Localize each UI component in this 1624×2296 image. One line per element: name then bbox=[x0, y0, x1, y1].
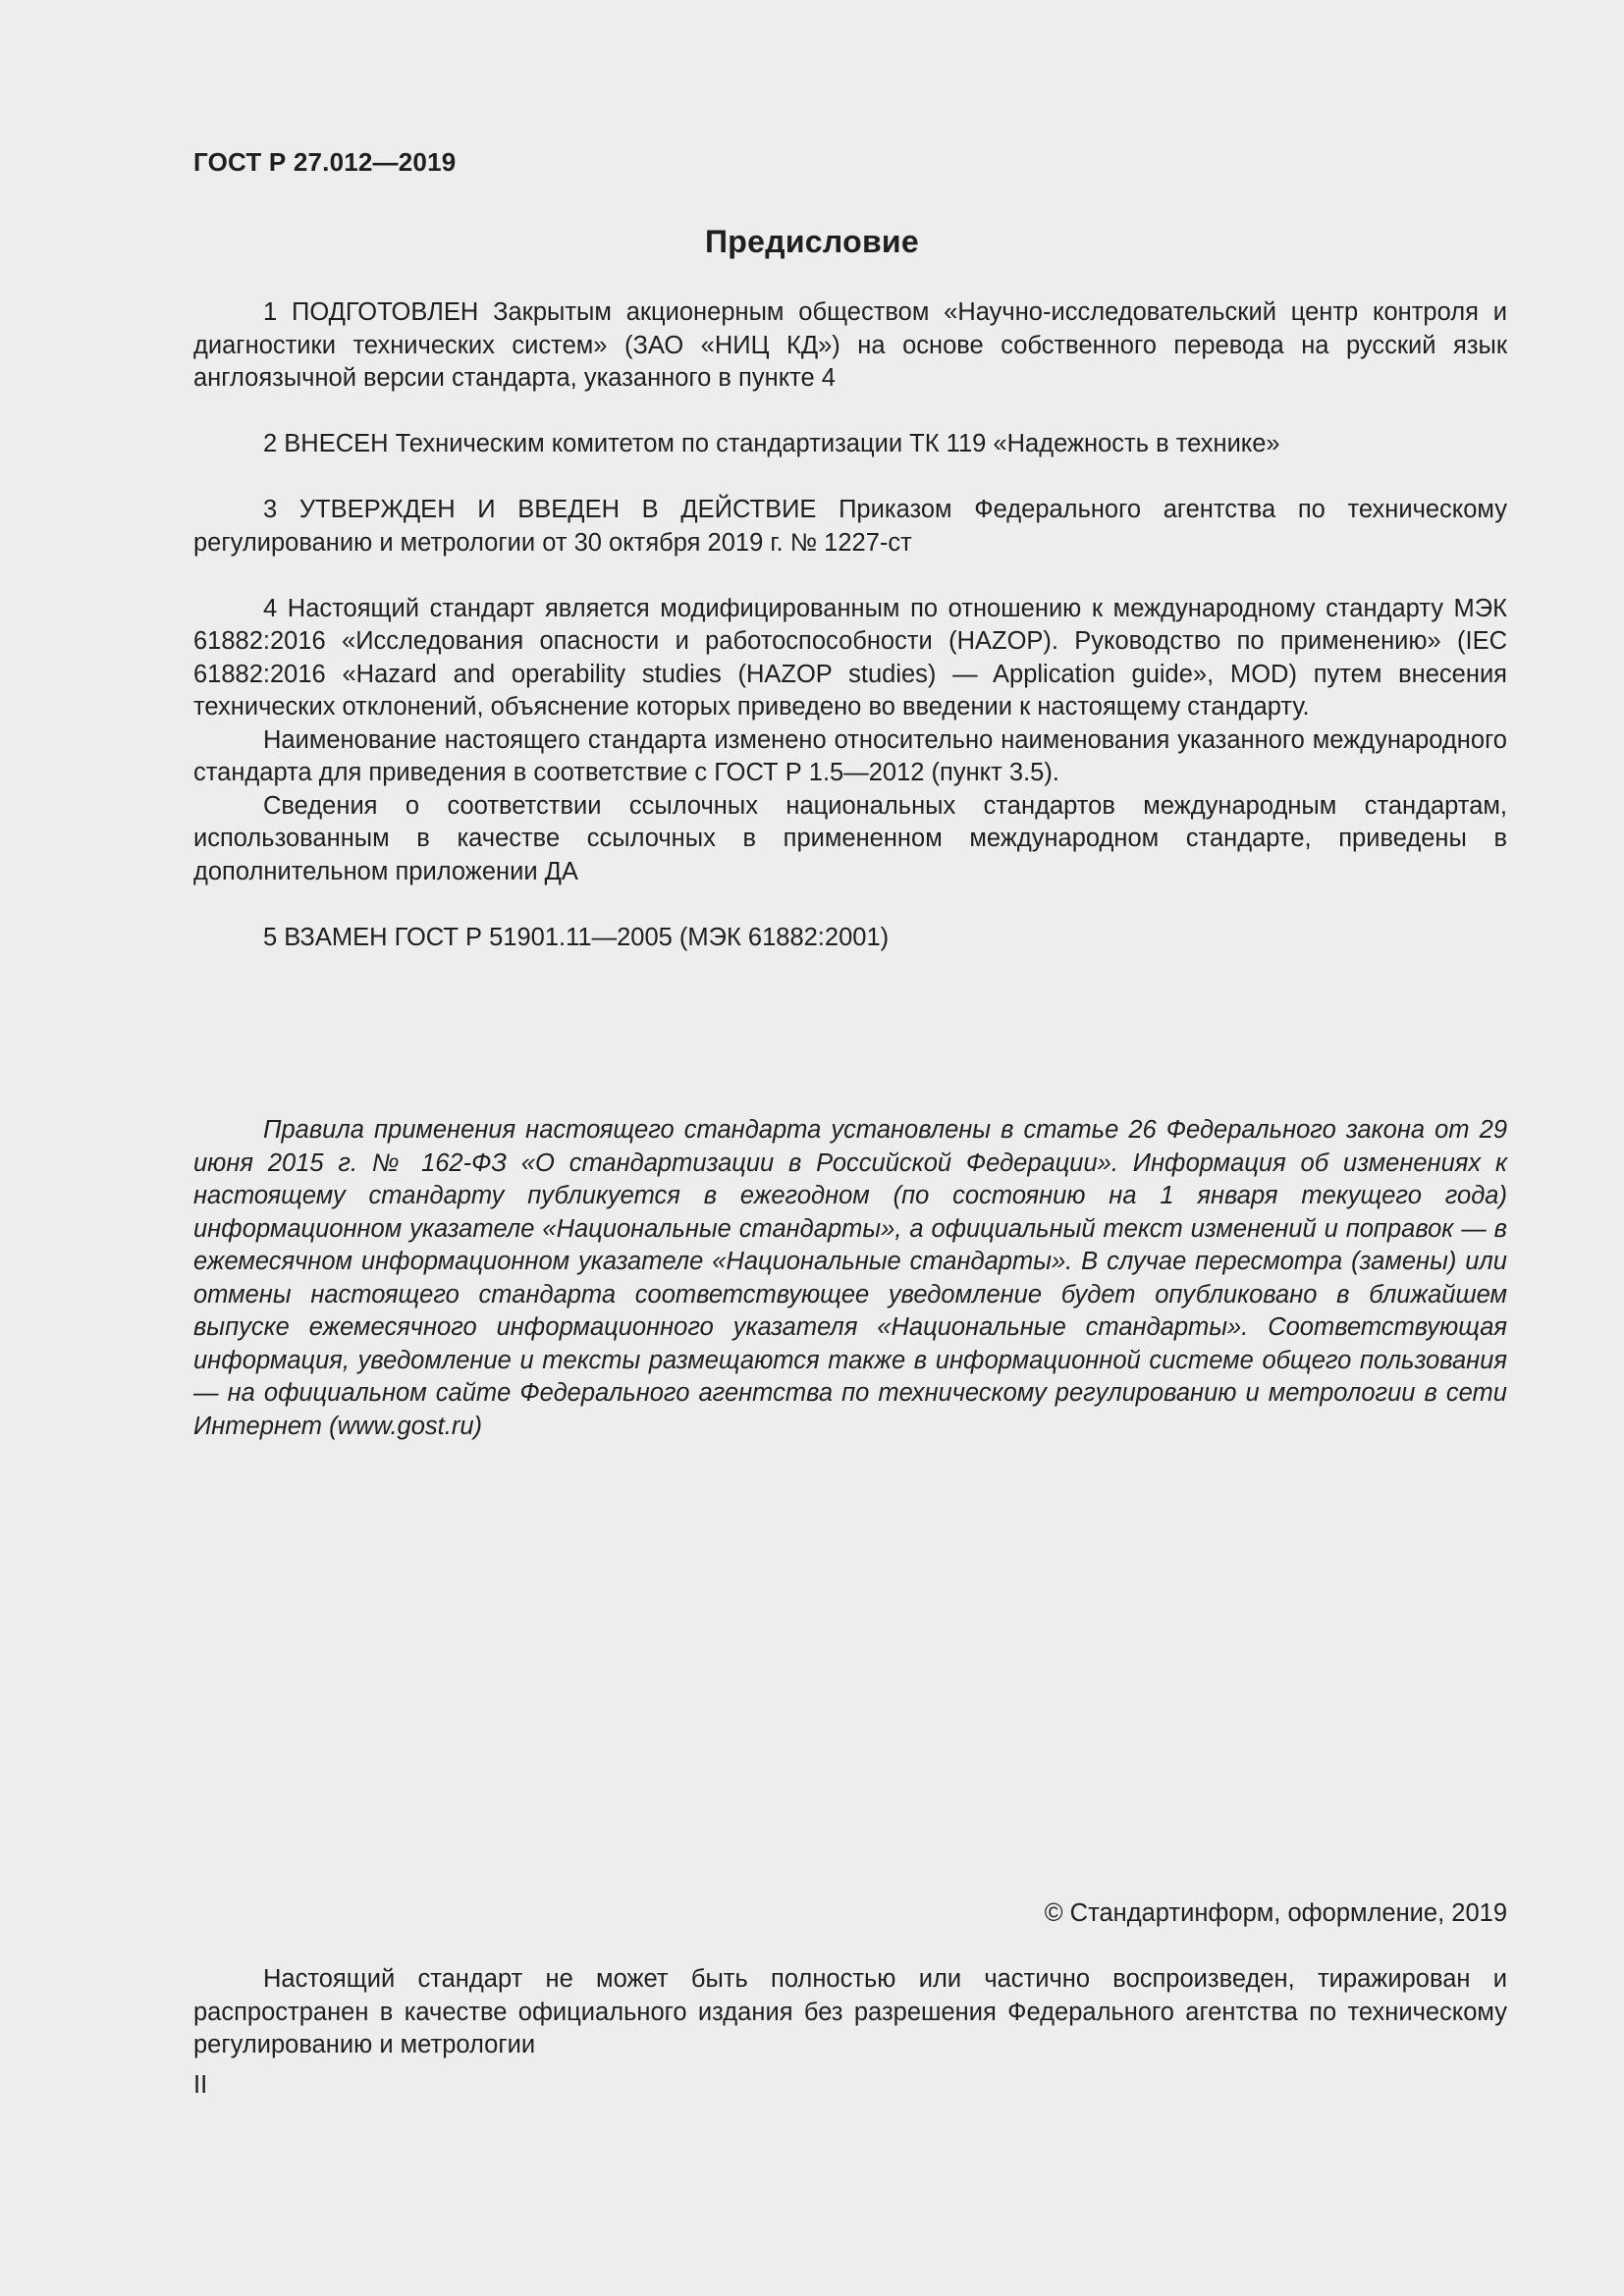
foreword-item-4-references-note: Сведения о соответствии ссылочных национальных стандартов международным стандартам, использованным в качестве ссылочных в примененном международном стандарте, приведены в дополнительном приложении ДА bbox=[193, 791, 1507, 885]
document-code: ГОСТ Р 27.012—2019 bbox=[193, 147, 457, 177]
foreword-item-4-title-note: Наименование настоящего стандарта изменено относительно наименования указанного международного стандарта для приведения в соответствие с ГОСТ Р 1.5—2012 (пункт 3.5). bbox=[193, 725, 1507, 786]
foreword-items bbox=[193, 296, 1507, 954]
reproduction-notice: Настоящий стандарт не может быть полностью или частично воспроизведен, тиражирован и распространен в качестве официального издания без разрешения Федерального агентства по техническому регулированию и метрологии bbox=[193, 1965, 1507, 2058]
foreword-item-2: 2 ВНЕСЕН Техническим комитетом по стандартизации ТК 119 «Надежность в технике» bbox=[263, 430, 1280, 457]
page-number: II bbox=[193, 2071, 208, 2099]
reproduction-notice-block bbox=[193, 1963, 1507, 2062]
rules-note-block bbox=[193, 1114, 1507, 1443]
foreword-item-4: 4 Настоящий стандарт является модифицированным по отношению к международному стандарту МЭК 61882:2016 «Исследования опасности и работоспособности (HAZOP). Руководство по применению» (IEC 61882:2016 «Hazard and operability studies (HAZOP studies) — Application guide», MOD) путем внесения технических отклонений, объяснение которых приведено во введении к настоящему стандарту. bbox=[193, 594, 1507, 721]
foreword-item-5: 5 ВЗАМЕН ГОСТ Р 51901.11—2005 (МЭК 61882:2001) bbox=[263, 923, 890, 951]
page-title: Предисловие bbox=[704, 224, 920, 259]
foreword-item-1: 1 ПОДГОТОВЛЕН Закрытым акционерным обществом «Научно-исследовательский центр контроля и диагностики технических систем» (ЗАО «НИЦ КД») на основе собственного перевода на русский язык англоязычной версии стандарта, указанного в пункте 4 bbox=[193, 298, 1507, 392]
foreword-item-3: 3 УТВЕРЖДЕН И ВВЕДЕН В ДЕЙСТВИЕ Приказом Федерального агентства по техническому регулированию и метрологии от 30 октября 2019 г. № 1227-ст bbox=[193, 496, 1507, 557]
copyright: © Стандартинформ, оформление, 2019 bbox=[1044, 1899, 1507, 1927]
rules-note: Правила применения настоящего стандарта установлены в статье 26 Федерального закона от 29 июня 2015 г. № 162-ФЗ «О стандартизации в Российской Федерации». Информация об изменениях к настоящему стандарту публикуется в ежегодном (по состоянию на 1 января текущего года) информационном указателе «Национальные стандарты», а официальный текст изменений и поправок — в ежемесячном информационном указателе «Национальные стандарты». В случае пересмотра (замены) или отмены настоящего стандарта соответствующее уведомление будет опубликовано в ближайшем выпуске ежемесячного информационного указателя «Национальные стандарты». Соответствующая информация, уведомление и тексты размещаются также в информационной системе общего пользования — на официальном сайте Федерального агентства по техническому регулированию и метрологии в сети Интернет (www.gost.ru) bbox=[193, 1116, 1507, 1440]
